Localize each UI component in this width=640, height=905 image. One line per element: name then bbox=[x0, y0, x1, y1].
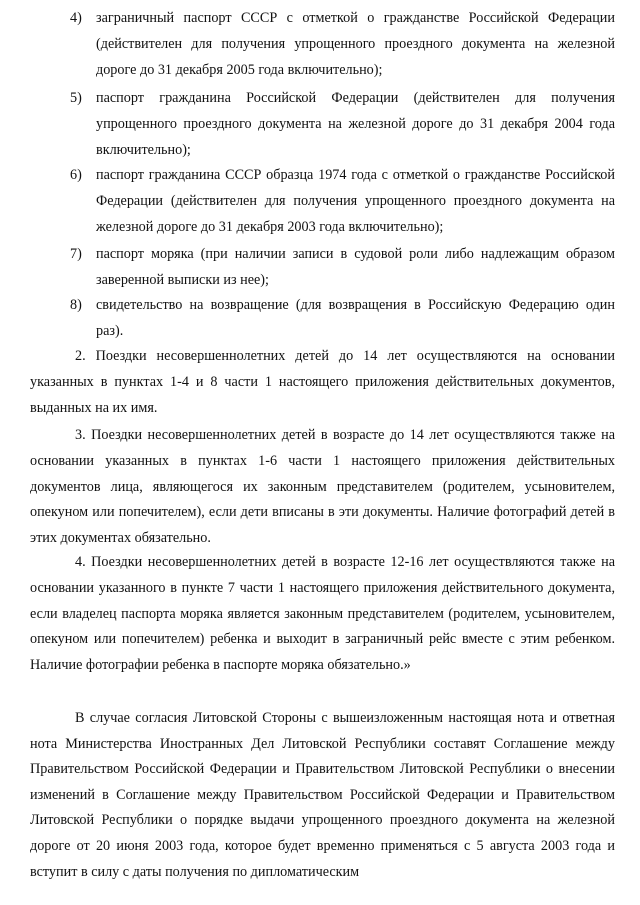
list-item bbox=[70, 6, 615, 83]
list-item bbox=[70, 293, 615, 345]
list-item-text: паспорт гражданина СССР образца 1974 года с отметкой о гражданстве Российской Федерации (действителен для получения упрощенного проездного документа на железной дороге до 31 декабря 2003 года включительно); bbox=[96, 167, 615, 235]
list-item-number: 4) bbox=[70, 10, 82, 26]
list-item-text: паспорт моряка (при наличии записи в судовой роли либо надлежащим образом заверенной выписки из нее); bbox=[96, 246, 615, 288]
paragraph-3: 3. Поездки несовершеннолетних детей в возрасте до 14 лет осуществляются также на основании указанных в пунктах 1-6 части 1 настоящего приложения действительных документов лица, являющегося их законным представителем (родителем, усыновителем, опекуном или попечителем), если дети вписаны в эти документы. Наличие фотографий детей в этих документах обязательно. bbox=[30, 427, 615, 547]
list-item bbox=[70, 163, 615, 240]
closing-paragraph: В случае согласия Литовской Стороны с вышеизложенным настоящая нота и ответная нота Министерства Иностранных Дел Литовской Республики составят Соглашение между Правительством Российской Федерации и Правительством Литовской Республики о внесении изменений в Соглашение между Правительством Российской Федерации и Правительством Литовской Республики о порядке выдачи упрощенного проездного документа на железной дороге от 20 июня 2003 года, которое будет временно применяться с 5 августа 2003 года и вступит в силу с даты получения по дипломатическим bbox=[30, 710, 615, 880]
list-item bbox=[70, 242, 615, 294]
paragraph-2: 2. Поездки несовершеннолетних детей до 14 лет осуществляются на основании указанных в пунктах 1-4 и 8 части 1 настоящего приложения действительных документов, выданных на их имя. bbox=[30, 348, 615, 416]
list-item bbox=[70, 86, 615, 163]
list-item-number: 5) bbox=[70, 90, 82, 106]
list-item-number: 8) bbox=[70, 297, 82, 313]
list-item-text: свидетельство на возвращение (для возвращения в Российскую Федерацию один раз). bbox=[96, 297, 615, 339]
list-item-number: 7) bbox=[70, 246, 82, 262]
list-item-text: паспорт гражданина Российской Федерации (действителен для получения упрощенного проездного документа на железной дороге до 31 декабря 2004 года включительно); bbox=[96, 90, 615, 158]
list-item-text: заграничный паспорт СССР с отметкой о гражданстве Российской Федерации (действителен для получения упрощенного проездного документа на железной дороге до 31 декабря 2005 года включительно); bbox=[96, 10, 615, 78]
list-item-number: 6) bbox=[70, 167, 82, 183]
paragraph-4: 4. Поездки несовершеннолетних детей в возрасте 12-16 лет осуществляются также на основании указанного в пункте 7 части 1 настоящего приложения действительного документа, если владелец паспорта моряка является законным представителем (родителем, усыновителем, опекуном или попечителем) ребенка и выходит в заграничный рейс вместе с этим ребенком. Наличие фотографии ребенка в паспорте моряка обязательно.» bbox=[30, 554, 615, 674]
